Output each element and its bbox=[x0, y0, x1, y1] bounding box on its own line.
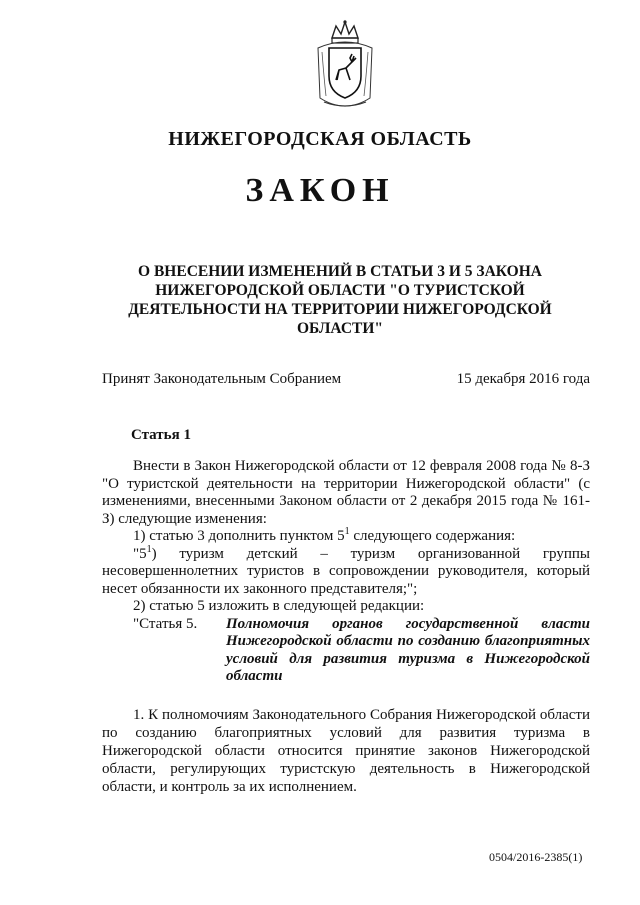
law-title-line: НИЖЕГОРОДСКОЙ ОБЛАСТИ "О ТУРИСТСКОЙ bbox=[155, 282, 525, 299]
article5-heading bbox=[102, 616, 590, 686]
amendment-item-1: 1) статью 3 дополнить пунктом $5^1$ следующего содержания: bbox=[133, 526, 516, 544]
adoption-date: 15 декабря 2016 года bbox=[456, 371, 590, 387]
article-heading: Статья 1 bbox=[131, 427, 191, 443]
amendment-item-2: 2) статью 5 изложить в следующей редакции: bbox=[133, 598, 425, 614]
region-name: НИЖЕГОРОДСКАЯ ОБЛАСТЬ bbox=[168, 128, 472, 150]
article5-part1: 1. К полномочиям Законодательного Собрания Нижегородской области по созданию благоприятных условий для развития туризма в Нижегородской области относится принятие законов Нижегородской области, регулирующих туристскую деятельность в Нижегородской области, и контроль за их исполнением. bbox=[102, 707, 590, 795]
adoption-line bbox=[102, 371, 590, 388]
article-body bbox=[102, 458, 590, 686]
article5-title: Полномочия органов государственной власти Нижегородской области по созданию благоприятных условий для развития туризма в Нижегородской области bbox=[226, 615, 590, 684]
law-title-line: О ВНЕСЕНИИ ИЗМЕНЕНИЙ В СТАТЬИ 3 И 5 ЗАКОНА bbox=[138, 263, 542, 280]
adopting-body: Принят Законодательным Собранием bbox=[102, 371, 342, 387]
law-title-line: ОБЛАСТИ" bbox=[296, 320, 384, 337]
document-type: ЗАКОН bbox=[245, 172, 395, 209]
article-intro: Внести в Закон Нижегородской области от 12 февраля 2008 года № 8-З "О туристской деятельности на территории Нижегородской области" (с изменениями, внесенными Законом области от 2 декабря 2015 года № 161-З) следующие изменения: bbox=[102, 458, 590, 527]
coat-of-arms-icon bbox=[312, 18, 378, 116]
new-point-text: "$5^1$) туризм детский – туризм организованной группы несовершеннолетних туристов в сопровождении руководителя, который несет обязанности их законного представителя;"; bbox=[102, 543, 590, 597]
law-title-line: ДЕЯТЕЛЬНОСТИ НА ТЕРРИТОРИИ НИЖЕГОРОДСКОЙ bbox=[128, 301, 552, 318]
article5-label: "Статья 5. bbox=[133, 615, 198, 632]
document-code: 0504/2016-2385(1) bbox=[489, 850, 583, 864]
law-title bbox=[110, 262, 570, 338]
